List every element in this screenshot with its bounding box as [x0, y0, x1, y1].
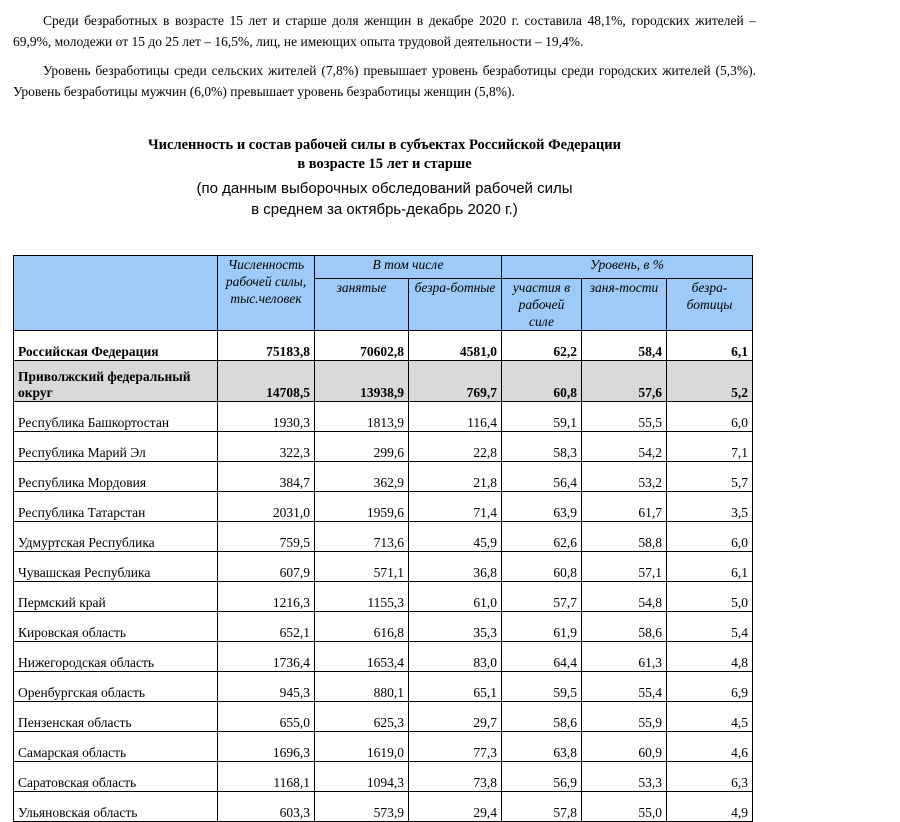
cell-labor: 1696,3: [218, 732, 315, 762]
cell-participation: 61,9: [502, 612, 582, 642]
cell-employment: 57,6: [582, 361, 667, 402]
header-empty-cell: [14, 256, 218, 331]
cell-unemployed: 83,0: [409, 642, 502, 672]
intro-paragraph-2: Уровень безработицы среди сельских жителей (7,8%) превышает уровень безработицы среди городских жителей (5,3%). Уровень безработицы мужчин (6,0%) превышает уровень безработицы женщин (5,8%).: [13, 63, 756, 99]
cell-employed: 880,1: [315, 672, 409, 702]
cell-participation: 58,6: [502, 702, 582, 732]
cell-employment: 54,2: [582, 432, 667, 462]
cell-participation: 59,1: [502, 402, 582, 432]
cell-unemployment: 6,0: [667, 402, 753, 432]
table-row: [14, 582, 753, 612]
cell-participation: 60,8: [502, 552, 582, 582]
cell-unemployment: 3,5: [667, 492, 753, 522]
table-body: [14, 331, 753, 822]
header-employed: занятые: [315, 279, 409, 331]
cell-participation: 59,5: [502, 672, 582, 702]
cell-employed: 713,6: [315, 522, 409, 552]
table-row: [14, 612, 753, 642]
cell-unemployment: 6,9: [667, 672, 753, 702]
cell-unemployed: 36,8: [409, 552, 502, 582]
cell-participation: 57,7: [502, 582, 582, 612]
region-name: Пензенская область: [14, 702, 218, 732]
cell-labor: 1216,3: [218, 582, 315, 612]
cell-employment: 58,4: [582, 331, 667, 361]
table-subtitle-line-1: (по данным выборочных обследований рабочей силы: [196, 180, 573, 197]
region-name: Республика Башкортостан: [14, 402, 218, 432]
cell-unemployed: 35,3: [409, 612, 502, 642]
cell-unemployed: 29,7: [409, 702, 502, 732]
cell-participation: 56,9: [502, 762, 582, 792]
table-row: [14, 361, 753, 402]
cell-participation: 63,8: [502, 732, 582, 762]
table-row: [14, 522, 753, 552]
header-unemployed: безра-ботные: [409, 279, 502, 331]
region-name: Саратовская область: [14, 762, 218, 792]
cell-employment: 55,5: [582, 402, 667, 432]
region-name: Самарская область: [14, 732, 218, 762]
cell-labor: 607,9: [218, 552, 315, 582]
table-title-line-2: в возрасте 15 лет и старше: [297, 156, 472, 172]
cell-employed: 1813,9: [315, 402, 409, 432]
cell-unemployment: 6,0: [667, 522, 753, 552]
cell-employed: 13938,9: [315, 361, 409, 402]
cell-participation: 62,2: [502, 331, 582, 361]
cell-unemployment: 6,3: [667, 762, 753, 792]
header-labor-force: Численность рабочей силы, тыс.человек: [218, 256, 315, 331]
cell-labor: 322,3: [218, 432, 315, 462]
cell-labor: 1736,4: [218, 642, 315, 672]
cell-unemployment: 5,2: [667, 361, 753, 402]
cell-labor: 14708,5: [218, 361, 315, 402]
table-row: [14, 492, 753, 522]
table-subtitle: [13, 178, 756, 220]
cell-employment: 60,9: [582, 732, 667, 762]
cell-unemployment: 5,0: [667, 582, 753, 612]
cell-employment: 53,2: [582, 462, 667, 492]
cell-unemployed: 65,1: [409, 672, 502, 702]
table-row: [14, 402, 753, 432]
header-including: В том числе: [315, 256, 502, 279]
cell-employment: 54,8: [582, 582, 667, 612]
cell-employment: 55,4: [582, 672, 667, 702]
cell-labor: 759,5: [218, 522, 315, 552]
region-name: Пермский край: [14, 582, 218, 612]
table-row: [14, 702, 753, 732]
region-name: Республика Татарстан: [14, 492, 218, 522]
table-row: [14, 432, 753, 462]
cell-unemployment: 6,1: [667, 331, 753, 361]
cell-unemployment: 5,7: [667, 462, 753, 492]
cell-labor: 603,3: [218, 792, 315, 822]
cell-unemployed: 61,0: [409, 582, 502, 612]
cell-labor: 652,1: [218, 612, 315, 642]
table-title-line-1: Численность и состав рабочей силы в субъектах Российской Федерации: [148, 137, 621, 153]
intro-paragraph-1: Среди безработных в возрасте 15 лет и старше доля женщин в декабре 2020 г. составила 48,1%, городских жителей – 69,9%, молодежи от 15 до 25 лет – 16,5%, лиц, не имеющих опыта трудовой деятельности – 19,4%.: [13, 13, 756, 49]
header-level: Уровень, в %: [502, 256, 753, 279]
cell-employed: 573,9: [315, 792, 409, 822]
cell-employed: 1959,6: [315, 492, 409, 522]
cell-employed: 571,1: [315, 552, 409, 582]
cell-employed: 362,9: [315, 462, 409, 492]
cell-employed: 70602,8: [315, 331, 409, 361]
cell-participation: 63,9: [502, 492, 582, 522]
cell-unemployed: 21,8: [409, 462, 502, 492]
table-row: [14, 331, 753, 361]
table-row: [14, 642, 753, 672]
table-row: [14, 552, 753, 582]
cell-employed: 616,8: [315, 612, 409, 642]
cell-employment: 61,3: [582, 642, 667, 672]
cell-unemployment: 4,5: [667, 702, 753, 732]
table-row: [14, 672, 753, 702]
cell-employment: 61,7: [582, 492, 667, 522]
cell-employed: 625,3: [315, 702, 409, 732]
region-name: Ульяновская область: [14, 792, 218, 822]
cell-labor: 1930,3: [218, 402, 315, 432]
cell-participation: 56,4: [502, 462, 582, 492]
labor-force-table: [13, 255, 753, 822]
cell-unemployment: 6,1: [667, 552, 753, 582]
header-employment: заня-тости: [582, 279, 667, 331]
cell-unemployed: 29,4: [409, 792, 502, 822]
cell-labor: 75183,8: [218, 331, 315, 361]
region-name: Нижегородская область: [14, 642, 218, 672]
table-row: [14, 762, 753, 792]
table-subtitle-line-2: в среднем за октябрь-декабрь 2020 г.): [251, 201, 518, 218]
cell-employment: 58,8: [582, 522, 667, 552]
cell-unemployment: 4,8: [667, 642, 753, 672]
cell-unemployed: 4581,0: [409, 331, 502, 361]
table-row: [14, 732, 753, 762]
cell-employment: 53,3: [582, 762, 667, 792]
cell-participation: 58,3: [502, 432, 582, 462]
header-unemployment: безра-ботицы: [667, 279, 753, 331]
cell-unemployed: 22,8: [409, 432, 502, 462]
cell-participation: 57,8: [502, 792, 582, 822]
cell-employed: 1619,0: [315, 732, 409, 762]
table-title: [13, 136, 756, 174]
cell-participation: 60,8: [502, 361, 582, 402]
region-name: Оренбургская область: [14, 672, 218, 702]
table-row: [14, 462, 753, 492]
cell-unemployment: 4,6: [667, 732, 753, 762]
cell-unemployment: 5,4: [667, 612, 753, 642]
cell-employed: 1155,3: [315, 582, 409, 612]
cell-employment: 58,6: [582, 612, 667, 642]
cell-unemployed: 71,4: [409, 492, 502, 522]
cell-employment: 55,9: [582, 702, 667, 732]
cell-labor: 2031,0: [218, 492, 315, 522]
cell-labor: 655,0: [218, 702, 315, 732]
cell-unemployed: 116,4: [409, 402, 502, 432]
cell-employed: 1094,3: [315, 762, 409, 792]
cell-unemployed: 73,8: [409, 762, 502, 792]
cell-unemployed: 769,7: [409, 361, 502, 402]
cell-employment: 55,0: [582, 792, 667, 822]
cell-unemployed: 77,3: [409, 732, 502, 762]
region-name: Кировская область: [14, 612, 218, 642]
region-name: Республика Мордовия: [14, 462, 218, 492]
region-name: Российская Федерация: [14, 331, 218, 361]
cell-employed: 1653,4: [315, 642, 409, 672]
cell-employed: 299,6: [315, 432, 409, 462]
cell-labor: 384,7: [218, 462, 315, 492]
cell-participation: 64,4: [502, 642, 582, 672]
table-row: [14, 792, 753, 822]
region-name: Удмуртская Республика: [14, 522, 218, 552]
table-header: [14, 256, 753, 331]
cell-employment: 57,1: [582, 552, 667, 582]
cell-labor: 945,3: [218, 672, 315, 702]
region-name: Чувашская Республика: [14, 552, 218, 582]
cell-unemployment: 7,1: [667, 432, 753, 462]
cell-participation: 62,6: [502, 522, 582, 552]
header-participation: участия в рабочей силе: [502, 279, 582, 331]
region-name: Приволжский федеральный округ: [14, 361, 218, 402]
cell-labor: 1168,1: [218, 762, 315, 792]
cell-unemployment: 4,9: [667, 792, 753, 822]
cell-unemployed: 45,9: [409, 522, 502, 552]
region-name: Республика Марий Эл: [14, 432, 218, 462]
